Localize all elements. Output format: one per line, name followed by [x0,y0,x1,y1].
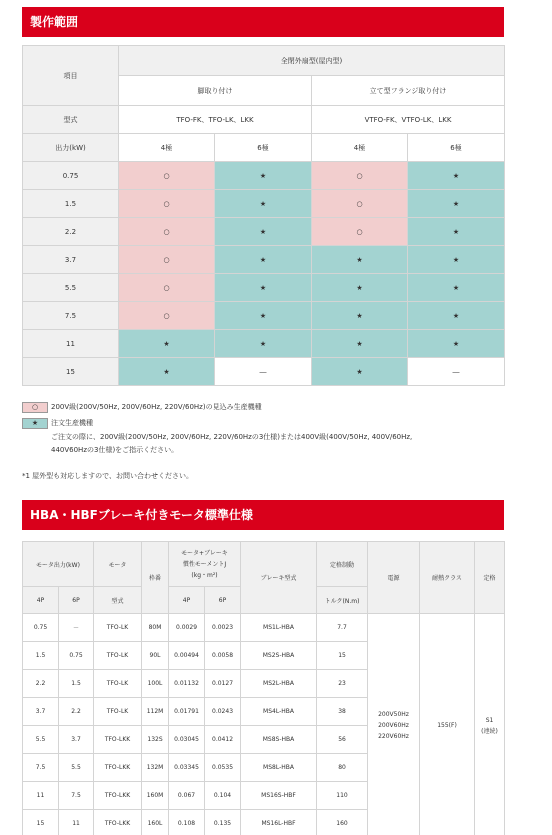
header-inertia-6p: 6P [205,587,241,614]
table-row [23,190,505,218]
inertia-4p: 0.03345 [169,754,205,782]
rated-torque: 160 [317,810,368,835]
pole-header: 6極 [408,134,505,162]
availability-cell: ○ [119,246,215,274]
frame-number: 160L [142,810,169,835]
inertia-6p: 0.135 [205,810,241,835]
availability-cell: ○ [119,190,215,218]
output-kw: 3.7 [23,246,119,274]
frame-number: 132S [142,726,169,754]
output-4p: 0.75 [23,614,59,642]
footnote: *1 屋外型も対応しますので、お問い合わせください。 [22,472,194,480]
availability-cell: ― [215,358,312,386]
rated-torque: 38 [317,698,368,726]
availability-cell: ★ [312,330,408,358]
table-row [23,162,505,190]
header-rated-torque: 定格制動 [317,542,368,587]
legend-stock-swatch: ○ [22,402,48,413]
availability-cell: ★ [408,330,505,358]
output-6p: 7.5 [59,782,94,810]
motor-model: TFO-LKK [94,754,142,782]
availability-cell: ★ [312,246,408,274]
section-title: 製作範囲 [30,15,79,29]
output-kw: 2.2 [23,218,119,246]
availability-cell: ★ [215,218,312,246]
availability-cell: ○ [312,218,408,246]
output-6p: 3.7 [59,726,94,754]
header-frame: 枠番 [142,542,169,614]
availability-cell: ★ [312,358,408,386]
rated-torque: 56 [317,726,368,754]
brake-model: MS8L-HBA [241,754,317,782]
output-4p: 3.7 [23,698,59,726]
legend-order-detail-1: ご注文の際に、200V級(200V/50Hz, 200V/60Hz, 220V/60Hzの3仕様)または400V級(400V/50Hz, 400V/60Hz, [51,433,413,441]
inertia-4p: 0.00494 [169,642,205,670]
model-flange: VTFO-FK、VTFO-LK、LKK [312,106,505,134]
frame-number: 100L [142,670,169,698]
output-kw: 15 [23,358,119,386]
inertia-4p: 0.01791 [169,698,205,726]
section-header-brake-motor-spec [22,500,504,530]
availability-cell: ★ [215,330,312,358]
brake-model: MS4L-HBA [241,698,317,726]
motor-model: TFO-LK [94,614,142,642]
brake-model: MS16L-HBF [241,810,317,835]
availability-cell: ○ [119,274,215,302]
header-rating: 定格 [475,542,505,614]
availability-cell: ★ [215,162,312,190]
header-inertia: モータ+ブレーキ 慣性モーメントJ (kg・m²) [169,542,241,587]
frame-number: 160M [142,782,169,810]
row-label-model: 型式 [23,106,119,134]
power-supply: 200V50Hz 200V60Hz 220V60Hz [368,614,420,835]
output-4p: 15 [23,810,59,835]
inertia-6p: 0.0412 [205,726,241,754]
output-kw: 11 [23,330,119,358]
rated-torque: 80 [317,754,368,782]
legend-order-swatch: ★ [22,418,48,429]
output-6p: 1.5 [59,670,94,698]
legend-order-text: 注文生産機種 [51,419,93,427]
output-6p: 2.2 [59,698,94,726]
inertia-4p: 0.01132 [169,670,205,698]
insulation-class: 155(F) [420,614,475,835]
frame-number: 112M [142,698,169,726]
rated-torque: 15 [317,642,368,670]
availability-cell: ★ [312,302,408,330]
production-range-table [22,45,505,386]
output-kw: 5.5 [23,274,119,302]
table-row [23,218,505,246]
header-insulation: 耐熱クラス [420,542,475,614]
availability-cell: ★ [312,274,408,302]
inertia-4p: 0.108 [169,810,205,835]
table-row [23,358,505,386]
output-4p: 7.5 [23,754,59,782]
table-row [23,274,505,302]
output-4p: 2.2 [23,670,59,698]
header-motor-output: モータ出力(kW) [23,542,94,587]
duty-rating: S1 (連続) [475,614,505,835]
output-6p: 11 [59,810,94,835]
brake-model: MS2S-HBA [241,642,317,670]
output-kw: 1.5 [23,190,119,218]
output-kw: 0.75 [23,162,119,190]
header-item: 項目 [23,46,119,106]
brake-model: MS8S-HBA [241,726,317,754]
pole-header: 4極 [312,134,408,162]
output-6p: － [59,614,94,642]
legend-order [22,418,93,429]
row-label-output: 出力(kW) [23,134,119,162]
legend-order-detail-2: 440V60Hzの3仕様)をご指示ください。 [51,446,179,454]
availability-cell: ★ [408,246,505,274]
availability-cell: ★ [119,358,215,386]
availability-cell: ○ [119,162,215,190]
availability-cell: ★ [215,302,312,330]
header-power: 電源 [368,542,420,614]
rated-torque: 23 [317,670,368,698]
header-4p: 4P [23,587,59,614]
motor-model: TFO-LK [94,670,142,698]
inertia-4p: 0.0029 [169,614,205,642]
inertia-6p: 0.0127 [205,670,241,698]
frame-number: 80M [142,614,169,642]
availability-cell: ★ [119,330,215,358]
section-title: HBA・HBFブレーキ付きモータ標準仕様 [30,508,253,522]
rated-torque: 7.7 [317,614,368,642]
availability-cell: ○ [312,190,408,218]
brake-model: MS1L-HBA [241,614,317,642]
header-enclosure: 全閉外扇型(屋内型) [119,46,505,76]
inertia-6p: 0.0023 [205,614,241,642]
table-row [23,246,505,274]
header-6p: 6P [59,587,94,614]
output-6p: 5.5 [59,754,94,782]
motor-model: TFO-LKK [94,782,142,810]
inertia-6p: 0.104 [205,782,241,810]
availability-cell: ― [408,358,505,386]
motor-model: TFO-LKK [94,810,142,835]
availability-cell: ★ [408,162,505,190]
pole-header: 4極 [119,134,215,162]
table-row [23,302,505,330]
header-model: 型式 [94,587,142,614]
availability-cell: ★ [215,246,312,274]
section-header-production-range [22,7,504,37]
brake-motor-spec-table [22,541,505,835]
output-4p: 1.5 [23,642,59,670]
header-motor: モータ [94,542,142,587]
table-row [23,330,505,358]
availability-cell: ★ [408,274,505,302]
brake-model: MS16S-HBF [241,782,317,810]
inertia-6p: 0.0243 [205,698,241,726]
inertia-4p: 0.067 [169,782,205,810]
pole-header: 6極 [215,134,312,162]
header-mount-foot: 脚取り付け [119,76,312,106]
availability-cell: ○ [119,302,215,330]
frame-number: 132M [142,754,169,782]
inertia-6p: 0.0058 [205,642,241,670]
header-inertia-4p: 4P [169,587,205,614]
motor-model: TFO-LK [94,642,142,670]
table-row [23,614,505,642]
motor-model: TFO-LKK [94,726,142,754]
rated-torque: 110 [317,782,368,810]
header-mount-flange: 立て型フランジ取り付け [312,76,505,106]
availability-cell: ★ [215,274,312,302]
availability-cell: ★ [408,190,505,218]
header-torque-unit: トルク(N.m) [317,587,368,614]
availability-cell: ○ [119,218,215,246]
legend-stock-text: 200V級(200V/50Hz, 200V/60Hz, 220V/60Hz)の見込み生産機種 [51,403,262,411]
output-4p: 11 [23,782,59,810]
availability-cell: ★ [215,190,312,218]
brake-model: MS2L-HBA [241,670,317,698]
frame-number: 90L [142,642,169,670]
availability-cell: ★ [408,302,505,330]
output-4p: 5.5 [23,726,59,754]
output-6p: 0.75 [59,642,94,670]
inertia-4p: 0.03045 [169,726,205,754]
header-brake-model: ブレーキ型式 [241,542,317,614]
output-kw: 7.5 [23,302,119,330]
legend-stock [22,402,262,413]
availability-cell: ★ [408,218,505,246]
availability-cell: ○ [312,162,408,190]
motor-model: TFO-LK [94,698,142,726]
inertia-6p: 0.0535 [205,754,241,782]
model-foot: TFO-FK、TFO-LK、LKK [119,106,312,134]
